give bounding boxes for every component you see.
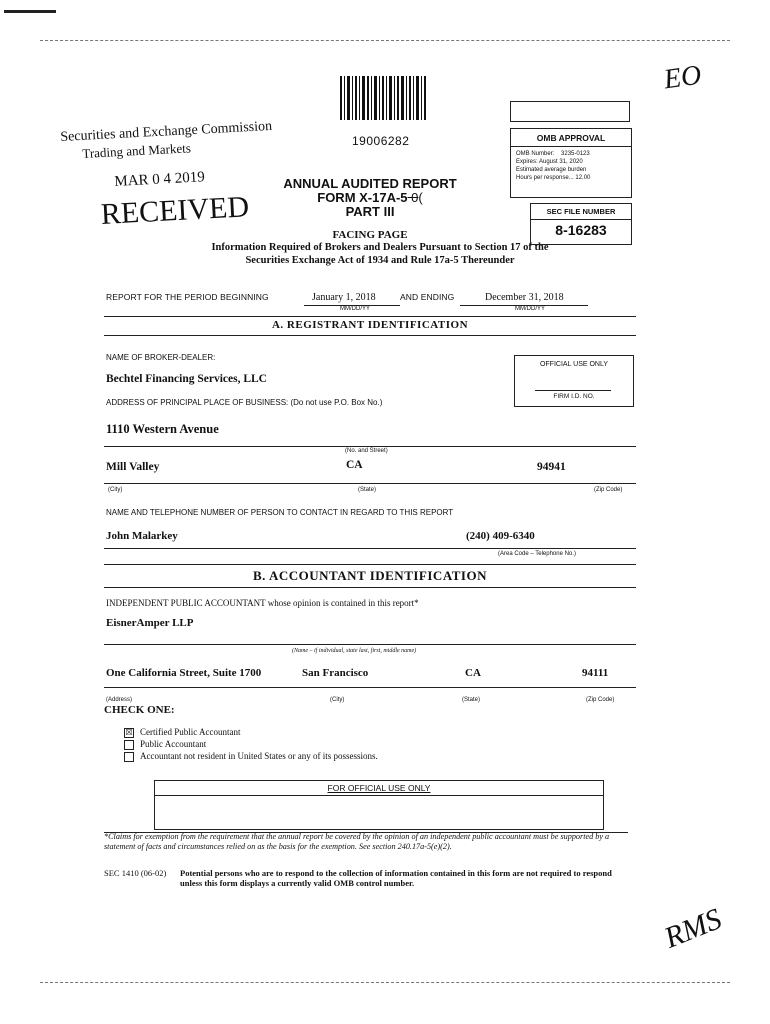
state-label: (State) bbox=[358, 487, 377, 493]
period-begin-format: MM/DD/YY bbox=[340, 306, 370, 312]
option-nonresident[interactable] bbox=[124, 750, 378, 762]
phone-label: (Area Code – Telephone No.) bbox=[498, 551, 576, 557]
city: Mill Valley bbox=[106, 461, 160, 473]
form-part: PART III bbox=[345, 204, 395, 219]
checkbox-certified[interactable]: ☒ bbox=[125, 727, 133, 737]
option-nonresident-label: Accountant not resident in United States or any of its possessions. bbox=[140, 751, 378, 761]
claims-note: *Claims for exemption from the requirement that the annual report be covered by the opinion of an independent public accountant must be supported by a statement of facts and circumstances relied on as the basis for the exemption. See section 240.17a-5(e)(2). bbox=[104, 832, 610, 851]
state: CA bbox=[346, 459, 363, 471]
accountant-label: INDEPENDENT PUBLIC ACCOUNTANT whose opinion is contained in this report* bbox=[106, 598, 419, 608]
omb-title: OMB APPROVAL bbox=[511, 129, 631, 147]
option-public-label: Public Accountant bbox=[140, 739, 207, 749]
zip-field-label: (Zip Code) bbox=[586, 697, 615, 703]
official-use-label: OFFICIAL USE ONLY bbox=[539, 361, 609, 368]
contact-name: John Malarkey bbox=[106, 530, 178, 542]
sec-file-box bbox=[530, 203, 632, 245]
address-street: 1110 Western Avenue bbox=[106, 422, 219, 436]
zip-label: (Zip Code) bbox=[594, 487, 623, 493]
info-line-2: Securities Exchange Act of 1934 and Rule 17a-5 Thereunder bbox=[245, 255, 515, 266]
address-label: ADDRESS OF PRINCIPAL PLACE OF BUSINESS: (Do not use P.O. Box No.) bbox=[106, 398, 383, 407]
omb-burden-1: Estimated average burden bbox=[516, 167, 587, 173]
bottom-dashed-edge bbox=[40, 982, 730, 983]
address-rule bbox=[104, 446, 636, 447]
section-a-bottom-rule bbox=[104, 335, 636, 336]
accountant-city: San Francisco bbox=[302, 667, 369, 679]
accountant-zip: 94111 bbox=[582, 667, 609, 679]
section-b-title: B. ACCOUNTANT IDENTIFICATION bbox=[253, 568, 487, 583]
period-end-label: AND ENDING bbox=[400, 292, 455, 302]
empty-top-box bbox=[510, 101, 630, 122]
accountant-rule bbox=[104, 644, 636, 645]
option-certified-label: Certified Public Accountant bbox=[140, 727, 241, 737]
city-label: (City) bbox=[108, 487, 123, 493]
section-a-top-rule bbox=[104, 316, 636, 317]
city-rule bbox=[104, 483, 636, 484]
omb-notice: Potential persons who are to respond to the collection of information contained in this form are not required to respond unless this form displays a currently valid OMB control number. bbox=[180, 868, 612, 888]
option-list bbox=[124, 726, 378, 762]
report-title: ANNUAL AUDITED REPORT bbox=[283, 176, 457, 191]
checkbox-nonresident[interactable] bbox=[124, 752, 134, 762]
accountant-address-rule bbox=[104, 687, 636, 688]
sec-code: SEC 1410 (06-02) bbox=[104, 868, 167, 878]
accountant-state: CA bbox=[465, 667, 481, 679]
facing-page: FACING PAGE bbox=[332, 229, 408, 241]
omb-expires: Expires: August 31, 2020 bbox=[516, 159, 583, 165]
top-dashed-edge bbox=[40, 40, 730, 41]
period-end: December 31, 2018 bbox=[485, 292, 564, 303]
handwriting-top: EO bbox=[661, 59, 704, 96]
contact-rule bbox=[104, 548, 636, 549]
omb-number-row bbox=[516, 150, 631, 158]
stamp-division: Trading and Markets bbox=[82, 140, 192, 161]
no-street-label: (No. and Street) bbox=[345, 448, 388, 454]
sec-file-number: 8-16283 bbox=[555, 222, 607, 238]
stamp-received: RECEIVED bbox=[100, 190, 250, 231]
info-line-1: Information Required of Brokers and Dealers Pursuant to Section 17 of the bbox=[211, 242, 549, 253]
stamp-date: MAR 0 4 2019 bbox=[114, 169, 206, 190]
option-public[interactable] bbox=[124, 738, 378, 750]
zip: 94941 bbox=[537, 461, 566, 473]
period-begin: January 1, 2018 bbox=[312, 292, 376, 303]
period-end-format: MM/DD/YY bbox=[515, 306, 545, 312]
checkbox-public[interactable] bbox=[124, 740, 134, 750]
handwriting-bottom: RMS bbox=[659, 902, 727, 955]
for-official-use-label: FOR OFFICIAL USE ONLY bbox=[155, 781, 603, 796]
stamp-sec-name: Securities and Exchange Commission bbox=[60, 118, 273, 145]
broker-name: Bechtel Financing Services, LLC bbox=[106, 373, 267, 385]
accountant-street: One California Street, Suite 1700 bbox=[106, 667, 262, 679]
omb-box bbox=[510, 128, 632, 198]
city-field-label: (City) bbox=[330, 697, 345, 703]
omb-burden-2: Hours per response... 12.00 bbox=[516, 175, 591, 181]
contact-phone: (240) 409-6340 bbox=[466, 530, 535, 542]
state-field-label: (State) bbox=[462, 697, 481, 703]
broker-name-label: NAME OF BROKER-DEALER: bbox=[106, 353, 216, 362]
scan-mark bbox=[4, 10, 56, 13]
section-a-title: A. REGISTRANT IDENTIFICATION bbox=[271, 319, 469, 331]
omb-details bbox=[511, 147, 631, 182]
form-name-text: FORM X-17A-5 bbox=[317, 190, 408, 205]
omb-number-label: OMB Number: bbox=[516, 151, 555, 157]
accountant-name-hint: (Name – if individual, state last, first, middle name) bbox=[292, 648, 417, 654]
official-use-box bbox=[514, 355, 634, 407]
address-field-label: (Address) bbox=[106, 697, 133, 703]
omb-number: 3235-0123 bbox=[561, 151, 590, 157]
sec-file-label: SEC FILE NUMBER bbox=[531, 204, 631, 220]
accountant-name: EisnerAmper LLP bbox=[106, 617, 194, 629]
option-certified[interactable] bbox=[124, 726, 378, 738]
form-name: FORM X-17A-5 0( bbox=[317, 190, 423, 205]
period-begin-label: REPORT FOR THE PERIOD BEGINNING bbox=[106, 292, 269, 302]
section-b-bottom-rule bbox=[104, 587, 636, 588]
barcode-number: 19006282 bbox=[352, 134, 410, 148]
section-b-top-rule bbox=[104, 564, 636, 565]
barcode bbox=[340, 76, 428, 120]
check-one-label: CHECK ONE: bbox=[104, 704, 175, 716]
for-official-use-box bbox=[154, 780, 604, 830]
official-use-rule bbox=[535, 390, 611, 391]
contact-label: NAME AND TELEPHONE NUMBER OF PERSON TO CONTACT IN REGARD TO THIS REPORT bbox=[106, 508, 454, 517]
firm-id-label: FIRM I.D. NO. bbox=[553, 393, 595, 400]
